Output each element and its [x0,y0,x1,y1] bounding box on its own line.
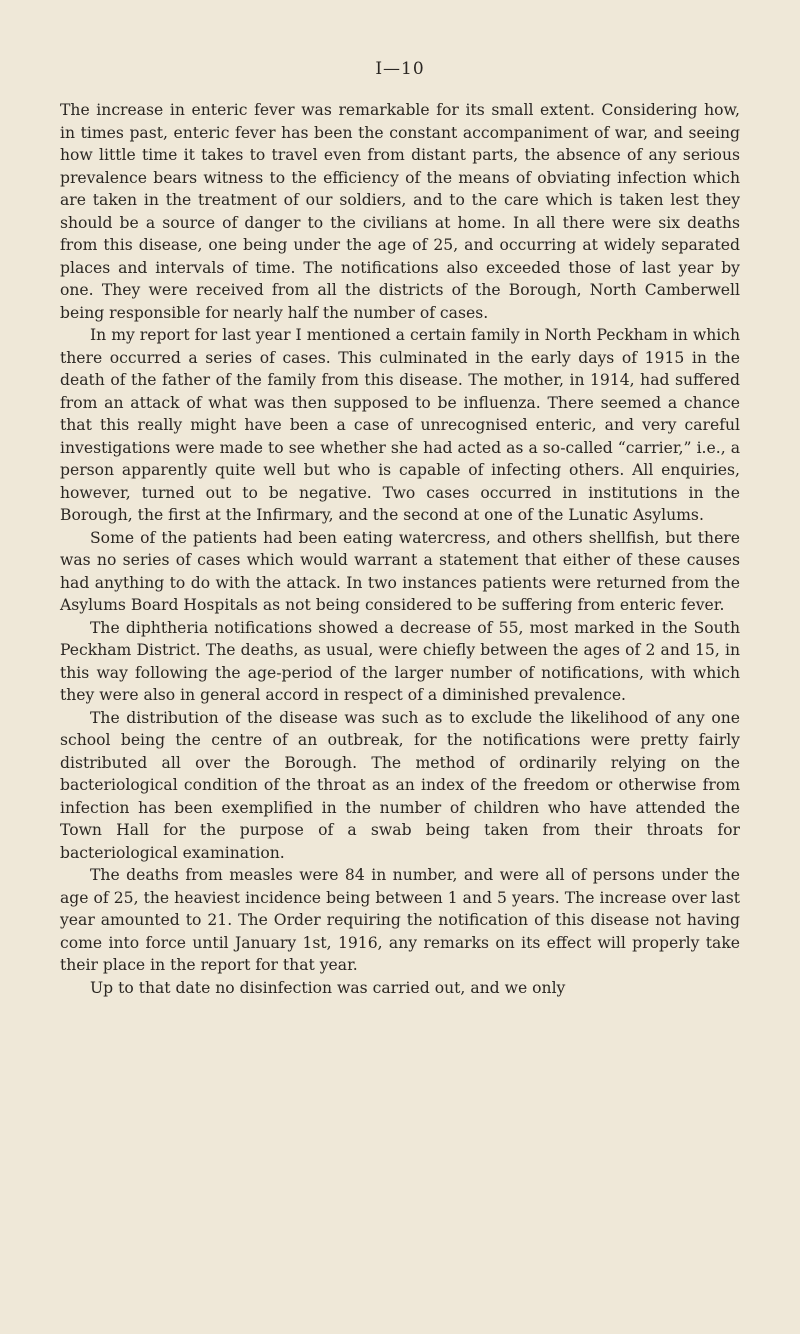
paragraph-north-peckham-family: In my report for last year I mentioned a certain family in North Peckham in which there occurred a series of cases. This culminated in the early days of 1915 in the death of the father of the family from this disease. The mother, in 1914, had suffered from an attack of what was then supposed to be influenza. There seemed a chance that this really might have been a case of unrecognised enteric, and very careful investigations were made to see whether she had acted as a so-called “carrier,” i.e., a person apparently quite well but who is capable of infecting others. All enquiries, however, turned out to be negative. Two cases occurred in institutions in the Borough, the first at the Infirmary, and the second at one of the Lunatic Asylums. [60,326,740,524]
page-number: I—10 [375,59,425,79]
paragraph-disinfection: Up to that date no disinfection was carried out, and we only [90,978,566,997]
paragraph-diphtheria-distribution: The distribution of the disease was such as to exclude the likelihood of any one school being the centre of an outbreak, for the notifications were pretty fairly distributed all over the Borough. The method of ordinarily relying on the bacteriological condition of the throat as an index of the freedom or otherwise from infection has been exemplified in the number of children who have attended the Town Hall for the purpose of a swab being taken from their throats for bacteriological examination. [60,708,740,862]
paragraph-enteric-increase: The increase in enteric fever was remarkable for its small extent. Considering how, in times past, enteric fever has been the constant accompaniment of war, and seeing how little time it takes to travel even from distant parts, the absence of any serious prevalence bears witness to the efficiency of the means of obviating infection which are taken in the treatment of our soldiers, and to the care which is taken lest they should be a source of danger to the civilians at home. In all there were six deaths from this disease, one being under the age of 25, and occurring at widely separated places and intervals of time. The notifications also exceeded those of last year by one. They were received from all the districts of the Borough, North Camberwell being responsible for nearly half the number of cases. [60,101,740,322]
body-text [60,99,740,999]
paragraph-diphtheria-notifications: The diphtheria notifications showed a decrease of 55, most marked in the South Peckham District. The deaths, as usual, were chiefly between the ages of 2 and 15, in this way following the age-period of the larger number of notifications, with which they were also in general accord in respect of a diminished prevalence. [60,618,740,704]
paragraph-watercress-shellfish: Some of the patients had been eating watercress, and others shellfish, but there was no series of cases which would warrant a statement that either of these causes had anything to do with the attack. In two instances patients were returned from the Asylums Board Hospitals as not being considered to be suffering from enteric fever. [60,528,740,614]
paragraph-measles-deaths: The deaths from measles were 84 in number, and were all of persons under the age of 25, the heaviest incidence being between 1 and 5 years. The increase over last year amounted to 21. The Order requiring the notification of this disease not having come into force until January 1st, 1916, any remarks on its effect will properly take their place in the report for that year. [60,866,740,974]
